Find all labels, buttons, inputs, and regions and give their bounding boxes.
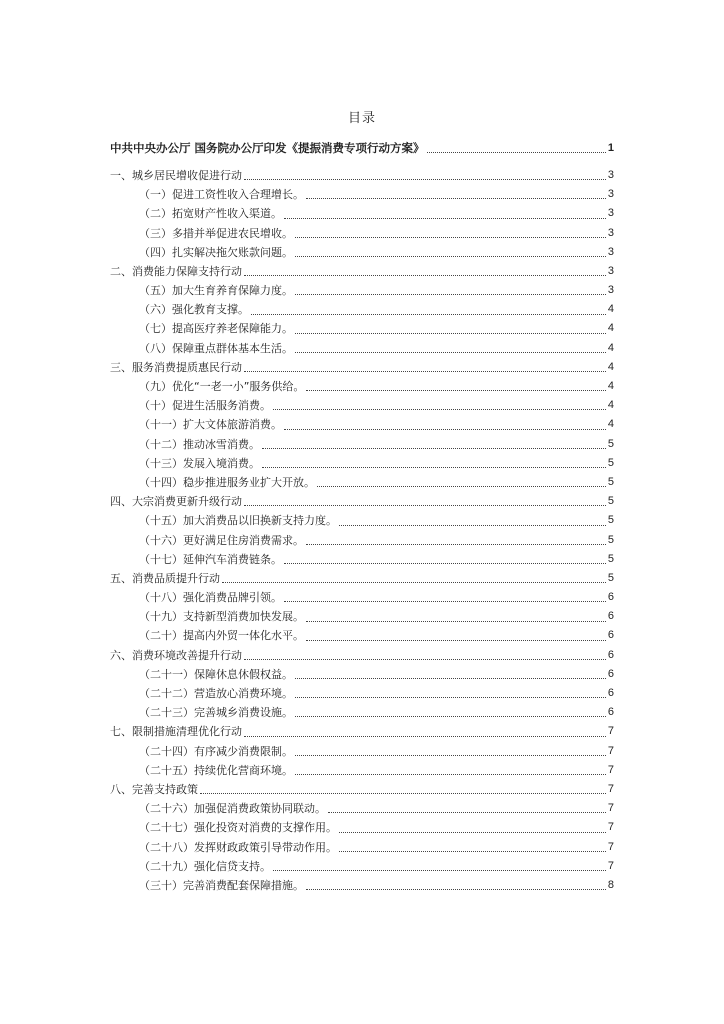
toc-entry-page-number: 4 (607, 341, 614, 354)
dot-leader (306, 876, 606, 895)
toc-entry-page-number: 5 (607, 571, 614, 584)
toc-entry-label: 四、大宗消费更新升级行动 (110, 495, 242, 509)
toc-entry-label: （三十）完善消费配套保障措施。 (139, 878, 304, 892)
dot-leader (339, 818, 606, 837)
toc-entry-subsection[interactable] (110, 243, 614, 262)
toc-entry-page-number: 4 (607, 380, 614, 393)
toc-entry-label: （一）促进工资性收入合理增长。 (139, 188, 304, 202)
toc-entry-subsection[interactable] (110, 473, 614, 492)
toc-entry-label: （二十八）发挥财政政策引导带动作用。 (139, 840, 337, 854)
toc-entry-subsection[interactable] (110, 204, 614, 223)
dot-leader (295, 320, 606, 339)
dot-leader (251, 300, 606, 319)
toc-entry-subsection[interactable] (110, 857, 614, 876)
toc-entry-section[interactable] (110, 780, 614, 799)
toc-entry-label: （四）扎实解决拖欠账款问题。 (139, 245, 293, 259)
toc-entry-subsection[interactable] (110, 607, 614, 626)
dot-leader (222, 569, 606, 588)
toc-entry-subsection[interactable] (110, 588, 614, 607)
toc-entry-page-number: 4 (607, 360, 614, 373)
toc-entry-page-number: 7 (607, 725, 614, 738)
toc-entry-page-number: 7 (607, 802, 614, 815)
dot-leader (427, 136, 606, 160)
toc-entry-subsection[interactable] (110, 742, 614, 761)
dot-leader (284, 550, 606, 569)
toc-entry-label: （五）加大生育养育保障力度。 (139, 284, 293, 298)
dot-leader (284, 588, 606, 607)
toc-heading: 目录 (347, 111, 376, 126)
toc-entry-label: （十五）加大消费品以旧换新支持力度。 (139, 514, 337, 528)
toc-entry-label: 中共中央办公厅 国务院办公厅印发《提振消费专项行动方案》 (110, 141, 425, 155)
toc-entry-label: （六）强化教育支撑。 (139, 303, 249, 317)
toc-entry-label: （十八）强化消费品牌引领。 (139, 591, 282, 605)
toc-entry-subsection[interactable] (110, 550, 614, 569)
toc-entry-subsection[interactable] (110, 531, 614, 550)
toc-entry-page-number: 3 (607, 226, 614, 239)
toc-entry-page-number: 4 (607, 303, 614, 316)
toc-entry-subsection[interactable] (110, 435, 614, 454)
toc-entry-section[interactable] (110, 722, 614, 741)
dot-leader (328, 799, 606, 818)
toc-entry-page-number: 5 (607, 514, 614, 527)
toc-entry-subsection[interactable] (110, 320, 614, 339)
toc-entry-label: 七、限制措施清理优化行动 (110, 725, 242, 739)
dot-leader (295, 703, 606, 722)
toc-entry-section[interactable] (110, 166, 614, 185)
dot-leader (244, 492, 606, 511)
toc-entry-label: （二十六）加强促消费政策协同联动。 (139, 802, 326, 816)
toc-entry-subsection[interactable] (110, 684, 614, 703)
dot-leader (306, 185, 606, 204)
toc-entry-page-number: 3 (607, 207, 614, 220)
toc-entry-label: 二、消费能力保障支持行动 (110, 264, 242, 278)
toc-entry-page-number: 3 (607, 188, 614, 201)
dot-leader (200, 780, 606, 799)
dot-leader (306, 607, 606, 626)
toc-entry-label: （十六）更好满足住房消费需求。 (139, 533, 304, 547)
toc-entry-page-number: 4 (607, 322, 614, 335)
toc-entry-page-number: 7 (607, 821, 614, 834)
dot-leader (262, 435, 606, 454)
dot-leader (262, 454, 606, 473)
toc-entry-page-number: 3 (607, 245, 614, 258)
toc-entry-subsection[interactable] (110, 818, 614, 837)
dot-leader (295, 761, 606, 780)
toc-entry-subsection[interactable] (110, 281, 614, 300)
toc-entry-subsection[interactable] (110, 415, 614, 434)
toc-entry-section[interactable] (110, 492, 614, 511)
dot-leader (306, 627, 606, 646)
toc-entry-page-number: 5 (607, 552, 614, 565)
toc-entry-label: （九）优化“一老一小”服务供给。 (139, 380, 305, 394)
toc-entry-section[interactable] (110, 646, 614, 665)
toc-entry-label: （十三）发展入境消费。 (139, 456, 260, 470)
toc-entry-subsection[interactable] (110, 454, 614, 473)
toc-entry-subsection[interactable] (110, 876, 614, 895)
toc-entry-subsection[interactable] (110, 665, 614, 684)
toc-entry-label: （二十三）完善城乡消费设施。 (139, 706, 293, 720)
dot-leader (273, 857, 606, 876)
dot-leader (295, 665, 606, 684)
dot-leader (295, 281, 606, 300)
toc-entry-label: （十一）扩大文体旅游消费。 (139, 418, 282, 432)
dot-leader (295, 684, 606, 703)
toc-entry-label: 三、服务消费提质惠民行动 (110, 360, 242, 374)
toc-entry-page-number: 7 (607, 744, 614, 757)
toc-entry-label: （十）促进生活服务消费。 (139, 399, 271, 413)
toc-entry-page-number: 4 (607, 399, 614, 412)
toc-entry-subsection[interactable] (110, 185, 614, 204)
toc-entry-page-number: 6 (607, 629, 614, 642)
dot-leader (244, 262, 606, 281)
dot-leader (273, 396, 606, 415)
toc-entry-page-number: 5 (607, 533, 614, 546)
toc-entry-subsection[interactable] (110, 799, 614, 818)
toc-entry-label: （二十一）保障休息休假权益。 (139, 667, 293, 681)
toc-entry-label: （二十九）强化信贷支持。 (139, 859, 271, 873)
toc-entry-subsection[interactable] (110, 761, 614, 780)
toc-entry-page-number: 5 (607, 456, 614, 469)
dot-leader (306, 377, 605, 396)
toc-entry-label: （十七）延伸汽车消费链条。 (139, 552, 282, 566)
toc-entry-subsection[interactable] (110, 703, 614, 722)
toc-entry-subsection[interactable] (110, 396, 614, 415)
toc-entry-label: 八、完善支持政策 (110, 782, 198, 796)
toc-entry-section[interactable] (110, 358, 614, 377)
dot-leader (244, 166, 606, 185)
toc-entry-label: （二十五）持续优化营商环境。 (139, 763, 293, 777)
toc-entry-page-number: 6 (607, 667, 614, 680)
toc-entry-label: 六、消费环境改善提升行动 (110, 648, 242, 662)
toc-entry-page-number: 6 (607, 610, 614, 623)
toc-entry-subsection[interactable] (110, 300, 614, 319)
dot-leader (295, 742, 606, 761)
toc-entry-label: （十四）稳步推进服务业扩大开放。 (139, 475, 315, 489)
dot-leader (244, 722, 606, 741)
toc-entry-subsection[interactable] (110, 627, 614, 646)
toc-entry-section[interactable] (110, 569, 614, 588)
dot-leader (284, 204, 606, 223)
toc-entry-label: 五、消费品质提升行动 (110, 571, 220, 585)
toc-entry-subsection[interactable] (110, 511, 614, 530)
toc-entry-document-title[interactable] (110, 136, 614, 160)
toc-entry-label: （二十二）营造放心消费环境。 (139, 687, 293, 701)
dot-leader (295, 339, 606, 358)
toc-entry-subsection[interactable] (110, 377, 614, 396)
toc-entry-label: （三）多措并举促进农民增收。 (139, 226, 293, 240)
toc-entry-label: （二十）提高内外贸一体化水平。 (139, 629, 304, 643)
toc-entry-page-number: 3 (607, 168, 614, 181)
toc-entry-page-number: 7 (607, 859, 614, 872)
toc-entry-subsection[interactable] (110, 339, 614, 358)
toc-entry-subsection[interactable] (110, 224, 614, 243)
toc-entry-page-number: 1 (607, 142, 614, 154)
dot-leader (244, 358, 606, 377)
toc-entry-section[interactable] (110, 262, 614, 281)
dot-leader (284, 415, 606, 434)
toc-entry-page-number: 8 (607, 878, 614, 891)
toc-entry-label: （十二）推动冰雪消费。 (139, 437, 260, 451)
toc-entry-page-number: 3 (607, 284, 614, 297)
toc-entry-label: （八）保障重点群体基本生活。 (139, 341, 293, 355)
toc-entry-page-number: 5 (607, 437, 614, 450)
dot-leader (295, 243, 606, 262)
table-of-contents (110, 136, 614, 895)
toc-entry-page-number: 6 (607, 648, 614, 661)
toc-entry-label: （七）提高医疗养老保障能力。 (139, 322, 293, 336)
dot-leader (295, 224, 606, 243)
toc-entry-label: （二十七）强化投资对消费的支撑作用。 (139, 821, 337, 835)
toc-entry-label: （二）拓宽财产性收入渠道。 (139, 207, 282, 221)
toc-entry-page-number: 7 (607, 763, 614, 776)
toc-entry-page-number: 6 (607, 706, 614, 719)
dot-leader (339, 838, 606, 857)
dot-leader (317, 473, 606, 492)
toc-entry-page-number: 6 (607, 687, 614, 700)
toc-entry-page-number: 7 (607, 782, 614, 795)
toc-entry-label: （十九）支持新型消费加快发展。 (139, 610, 304, 624)
toc-entry-label: （二十四）有序减少消费限制。 (139, 744, 293, 758)
toc-entry-label: 一、城乡居民增收促进行动 (110, 168, 242, 182)
dot-leader (306, 531, 606, 550)
dot-leader (339, 511, 606, 530)
toc-entry-page-number: 6 (607, 591, 614, 604)
toc-entry-subsection[interactable] (110, 838, 614, 857)
toc-entry-page-number: 5 (607, 495, 614, 508)
toc-entry-page-number: 5 (607, 475, 614, 488)
dot-leader (244, 646, 606, 665)
toc-entry-page-number: 3 (607, 264, 614, 277)
toc-entry-page-number: 7 (607, 840, 614, 853)
toc-entry-page-number: 4 (607, 418, 614, 431)
